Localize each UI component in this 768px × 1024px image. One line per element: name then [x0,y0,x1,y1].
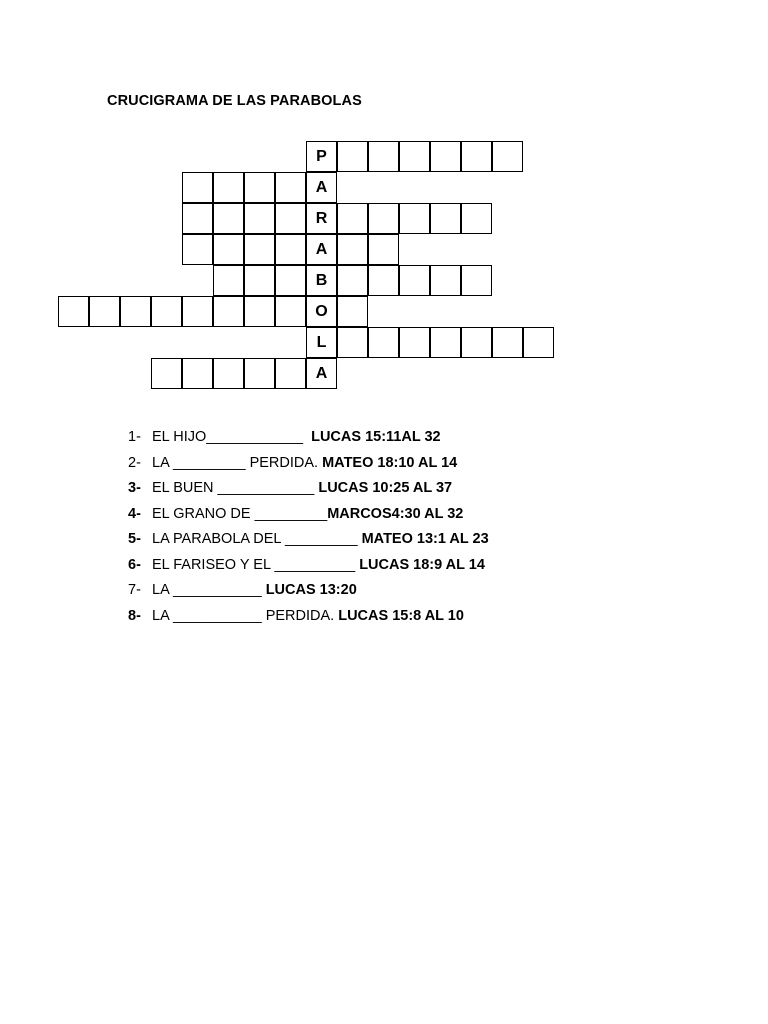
crossword-cell[interactable] [244,234,275,265]
crossword-cell[interactable] [213,203,244,234]
crossword-cell[interactable] [399,203,430,234]
crossword-cell[interactable] [337,265,368,296]
crossword-cell[interactable] [182,296,213,327]
crossword-cell[interactable] [182,358,213,389]
crossword-cell[interactable] [275,296,306,327]
crossword-cell[interactable] [461,327,492,358]
clue-number: 6- [128,556,141,573]
crossword-cell[interactable] [244,172,275,203]
crossword-cell[interactable] [337,141,368,172]
crossword-cell[interactable] [337,327,368,358]
crossword-cell[interactable] [368,327,399,358]
clue-text: EL BUEN ____________ [152,480,319,496]
crossword-cell[interactable] [461,265,492,296]
crossword-cell[interactable] [275,358,306,389]
crossword-cell[interactable] [461,141,492,172]
crossword-cell[interactable] [492,141,523,172]
clue-text: LA ___________ [152,582,266,598]
page-title: CRUCIGRAMA DE LAS PARABOLAS [107,93,362,109]
keyword-letter-cell[interactable]: A [306,172,337,203]
clue-number: 2- [128,454,141,471]
crossword-cell[interactable] [430,265,461,296]
crossword-cell[interactable] [337,203,368,234]
clue-reference: LUCAS 15:11AL 32 [311,429,441,445]
clue-reference: MATEO 18:10 AL 14 [322,454,458,471]
crossword-cell[interactable] [275,172,306,203]
clue-text: LA ___________ PERDIDA. [152,607,339,624]
keyword-letter-cell[interactable]: B [306,265,337,296]
clue-item [128,453,489,479]
crossword-cell[interactable] [430,203,461,234]
clue-number: 3- [128,480,141,496]
crossword-cell[interactable] [275,234,306,265]
crossword-cell[interactable] [244,296,275,327]
crossword-cell[interactable] [461,203,492,234]
crossword-cell[interactable] [523,327,554,358]
crossword-cell[interactable] [368,265,399,296]
crossword-cell[interactable] [430,327,461,358]
crossword-cell[interactable] [430,141,461,172]
keyword-letter-cell[interactable]: R [306,203,337,234]
clue-item [128,504,489,530]
crossword-cell[interactable] [151,296,182,327]
crossword-cell[interactable] [492,327,523,358]
crossword-cell[interactable] [151,358,182,389]
crossword-cell[interactable] [275,265,306,296]
keyword-letter-cell[interactable]: P [306,141,337,172]
clue-item [128,580,489,606]
clue-text: EL FARISEO Y EL __________ [152,556,360,573]
clue-number: 4- [128,505,141,522]
crossword-cell[interactable] [58,296,89,327]
clue-text: LA PARABOLA DEL _________ [152,531,362,547]
clue-reference: LUCAS 10:25 AL 37 [318,480,453,496]
keyword-letter-cell[interactable]: O [306,296,337,327]
clue-text: LA _________ PERDIDA. [152,454,323,471]
keyword-letter-cell[interactable]: A [306,234,337,265]
clue-reference: LUCAS 18:9 AL 14 [359,556,485,573]
crossword-cell[interactable] [244,265,275,296]
clue-list [128,427,489,631]
crossword-cell[interactable] [275,203,306,234]
clue-item [128,555,489,581]
crossword-cell[interactable] [213,358,244,389]
clue-number: 8- [128,607,141,624]
crossword-cell[interactable] [368,234,399,265]
clue-number: 1- [128,429,141,445]
crossword-cell[interactable] [244,358,275,389]
crossword-cell[interactable] [89,296,120,327]
crossword-cell[interactable] [368,203,399,234]
clue-number: 5- [128,531,141,547]
crossword-cell[interactable] [213,265,244,296]
crossword-cell[interactable] [399,141,430,172]
clue-text: EL HIJO____________ [152,429,312,445]
clue-item [128,529,489,555]
crossword-cell[interactable] [182,234,213,265]
crossword-cell[interactable] [213,234,244,265]
clue-reference: LUCAS 13:20 [265,582,357,598]
crossword-cell[interactable] [368,141,399,172]
clue-text: EL GRANO DE _________ [152,505,328,522]
crossword-cell[interactable] [337,296,368,327]
clue-item [128,427,489,453]
crossword-cell[interactable] [213,296,244,327]
keyword-letter-cell[interactable]: L [306,327,337,358]
crossword-cell[interactable] [399,327,430,358]
crossword-cell[interactable] [213,172,244,203]
clue-reference: MATEO 13:1 AL 23 [361,531,489,547]
crossword-cell[interactable] [399,265,430,296]
clue-reference: MARCOS4:30 AL 32 [327,505,464,522]
clue-number: 7- [128,582,141,598]
crossword-cell[interactable] [182,172,213,203]
crossword-cell[interactable] [337,234,368,265]
clue-reference: LUCAS 15:8 AL 10 [338,607,464,624]
clue-item [128,478,489,504]
clue-item [128,606,489,632]
keyword-letter-cell[interactable]: A [306,358,337,389]
crossword-cell[interactable] [182,203,213,234]
crossword-cell[interactable] [244,203,275,234]
crossword-cell[interactable] [120,296,151,327]
